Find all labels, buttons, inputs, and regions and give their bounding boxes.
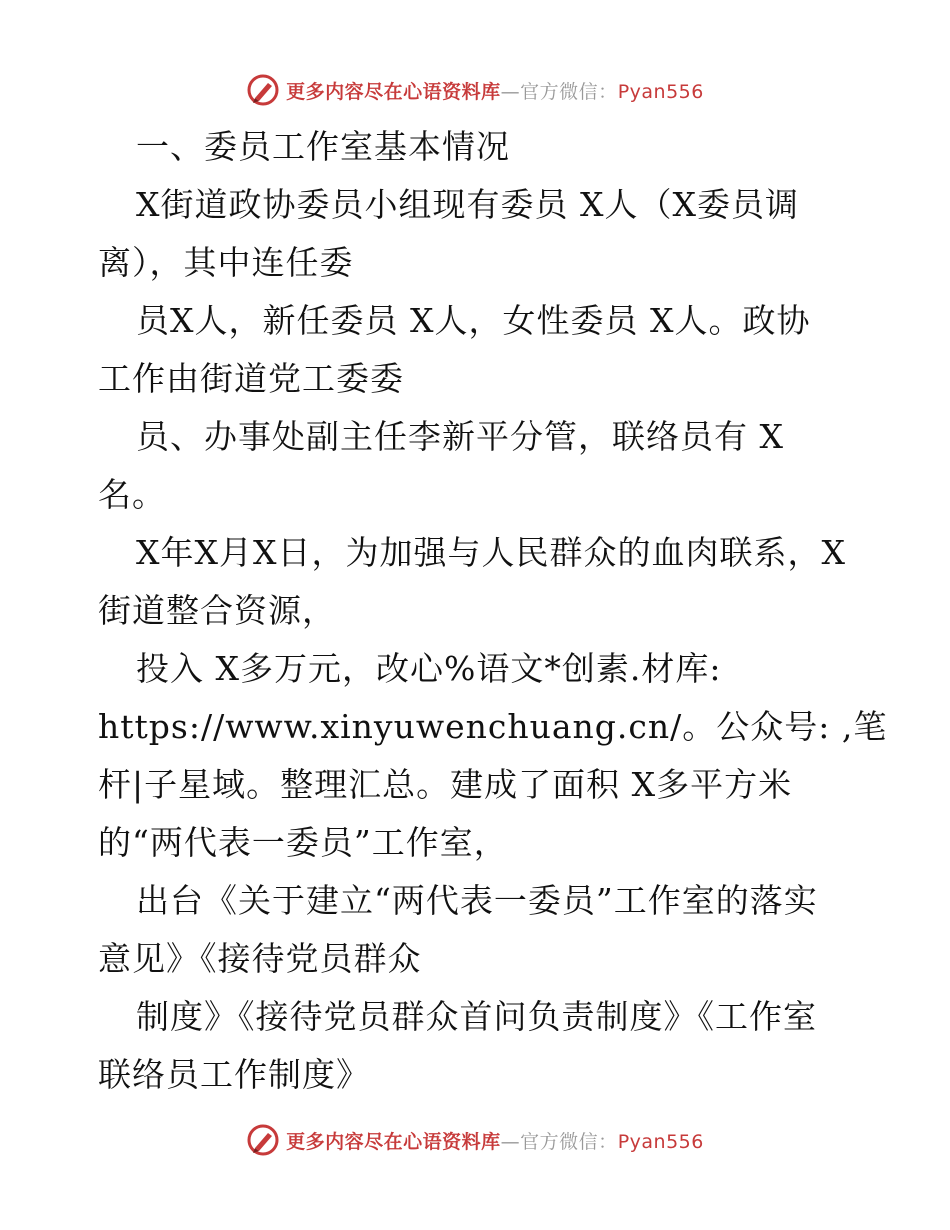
banner-official-label: 官方微信： (520, 1130, 618, 1153)
paragraph-line: 街道整合资源， (98, 591, 336, 630)
paragraph-line: 制度》《接待党员群众首问负责制度》《工作室 (136, 997, 817, 1036)
paragraph-line: X年X月X日，为加强与人民群众的血肉联系，X (136, 533, 846, 572)
paragraph-line-url: https://www.xinyuwenchuang.cn/。公众号: ,笔 (98, 707, 888, 746)
paragraph-line: 联络员工作制度》 (98, 1055, 370, 1094)
paragraph-line: 工作由街道党工委委 (98, 359, 404, 398)
footer-watermark-banner (0, 1120, 950, 1160)
banner-text (286, 77, 704, 104)
paragraph-line: 员、办事处副主任李新平分管，联络员有 X (136, 417, 784, 456)
pen-logo-icon (246, 73, 280, 107)
banner-official-label: 官方微信： (520, 80, 618, 103)
paragraph-line: 的“两代表一委员”工作室， (98, 823, 508, 862)
banner-separator: — (500, 80, 521, 103)
paragraph-line: 离），其中连任委 (98, 243, 354, 282)
paragraph-line: 员X人，新任委员 X人，女性委员 X人。政协 (136, 301, 811, 340)
paragraph-line: 杆|子星域。整理汇总。建成了面积 X多平方米 (98, 765, 793, 804)
section-heading: 一、委员工作室基本情况 (136, 127, 510, 166)
pen-logo-icon (246, 1123, 280, 1157)
paragraph-line: 投入 X多万元，改心%语文*创素.材库: (136, 649, 722, 688)
document-body (98, 118, 888, 1104)
banner-main-text: 更多内容尽在心语资料库 (286, 1130, 501, 1153)
paragraph-line: 名。 (98, 475, 166, 514)
banner-main-text: 更多内容尽在心语资料库 (286, 80, 501, 103)
paragraph-line: X街道政协委员小组现有委员 X人（X委员调 (136, 185, 799, 224)
banner-wechat-id: Pyan556 (617, 1130, 704, 1153)
header-watermark-banner (0, 70, 950, 110)
banner-text (286, 1127, 704, 1154)
banner-wechat-id: Pyan556 (617, 80, 704, 103)
banner-separator: — (500, 1130, 521, 1153)
paragraph-line: 出台《关于建立“两代表一委员”工作室的落实 (136, 881, 818, 920)
paragraph-line: 意见》《接待党员群众 (98, 939, 422, 978)
